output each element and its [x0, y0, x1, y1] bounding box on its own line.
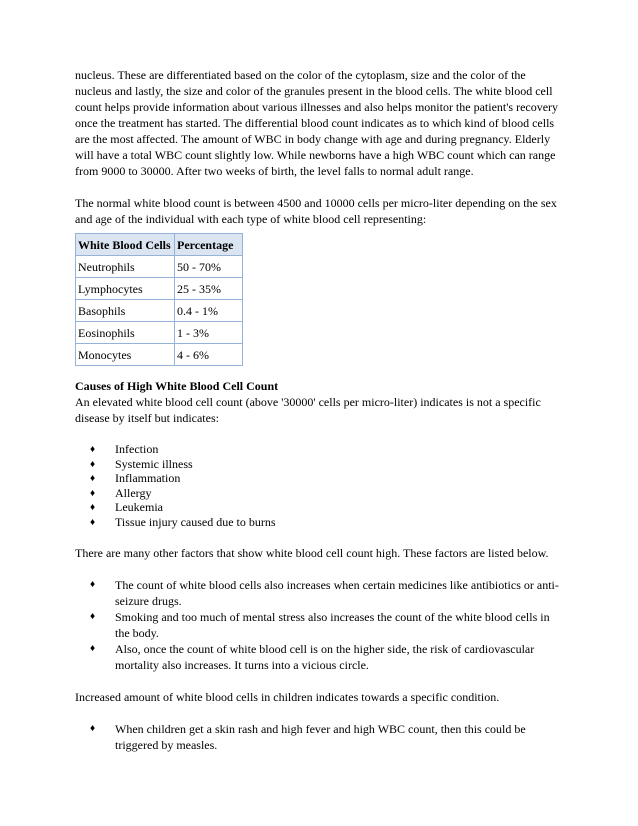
- list-item-text: Allergy: [115, 485, 152, 500]
- table-header-row: [76, 234, 243, 256]
- list-item: [75, 609, 565, 641]
- children-list: [75, 721, 565, 753]
- table-cell: Monocytes: [76, 344, 175, 366]
- list-item-text: Tissue injury caused due to burns: [115, 514, 276, 529]
- table-cell: Neutrophils: [76, 256, 175, 278]
- list-item-text: The count of white blood cells also increases when certain medicines like antibiotics or anti-seizure drugs.: [115, 578, 559, 608]
- section-heading: Causes of High White Blood Cell Count: [75, 379, 279, 393]
- bullet-icon: ♦: [90, 516, 96, 528]
- bullet-icon: ♦: [90, 444, 96, 455]
- list-item: [75, 641, 565, 673]
- list-item: [75, 577, 565, 609]
- list-item-text: Leukemia: [115, 500, 163, 514]
- list-item-text: Smoking and too much of mental stress also increases the count of the white blood cells in the body.: [115, 610, 550, 640]
- list-item: [75, 515, 565, 530]
- table-row: [76, 322, 243, 344]
- bullet-icon: ♦: [90, 643, 96, 654]
- bullet-icon: ♦: [90, 723, 96, 734]
- table-cell: 0.4 - 1%: [175, 300, 243, 322]
- bullet-icon: ♦: [90, 458, 96, 470]
- list-item-text: Also, once the count of white blood cell is on the higher side, the risk of cardiovascular mortality also increases. It turns into a vicious circle.: [115, 642, 535, 672]
- list-item: [75, 457, 565, 472]
- list-item: [75, 471, 565, 486]
- table-cell: 4 - 6%: [175, 344, 243, 366]
- causes-intro-paragraph: An elevated white blood cell count (above '30000' cells per micro-liter) indicates is not a specific disease by itself but indicates:: [75, 395, 541, 425]
- list-item: [75, 500, 565, 515]
- table-row: [76, 300, 243, 322]
- list-item: [75, 486, 565, 501]
- bullet-icon: ♦: [90, 502, 96, 513]
- table-cell: Basophils: [76, 300, 175, 322]
- list-item-text: When children get a skin rash and high fever and high WBC count, then this could be triggered by measles.: [115, 722, 526, 752]
- bullet-icon: ♦: [90, 579, 96, 590]
- children-intro-paragraph: Increased amount of white blood cells in children indicates towards a specific condition.: [75, 690, 500, 704]
- list-item-text: Inflammation: [115, 471, 181, 485]
- table-cell: 25 - 35%: [175, 278, 243, 300]
- wbc-percentage-table: [75, 233, 243, 366]
- factors-intro-paragraph: There are many other factors that show white blood cell count high. These factors are listed below.: [75, 546, 549, 560]
- list-item: [75, 721, 565, 753]
- normal-count-paragraph: The normal white blood count is between 4500 and 10000 cells per micro-liter depending on the sex and age of the individual with each type of white blood cell representing:: [75, 196, 557, 226]
- table-row: [76, 278, 243, 300]
- bullet-icon: ♦: [90, 473, 96, 484]
- list-item-text: Infection: [115, 442, 159, 456]
- factors-list: [75, 577, 565, 673]
- document-page: [75, 67, 565, 753]
- table-cell: 50 - 70%: [175, 256, 243, 278]
- table-header-cell: Percentage: [175, 234, 243, 256]
- table-cell: Lymphocytes: [76, 278, 175, 300]
- bullet-icon: ♦: [90, 611, 96, 622]
- causes-list: [75, 442, 565, 529]
- table-cell: 1 - 3%: [175, 322, 243, 344]
- table-row: [76, 256, 243, 278]
- table-header-cell: White Blood Cells: [76, 234, 175, 256]
- table-cell: Eosinophils: [76, 322, 175, 344]
- bullet-icon: ♦: [90, 487, 96, 499]
- list-item: [75, 442, 565, 457]
- table-row: [76, 344, 243, 366]
- intro-paragraph: nucleus. These are differentiated based on the color of the cytoplasm, size and the color of the nucleus and lastly, the size and color of the granules present in the blood cells. The white blood cell count helps provide information about various illnesses and also helps monitor the patient's recovery once the treatment has started. The differential blood count indicates as to which kind of blood cells are the most affected. The amount of WBC in body change with age and during pregnancy. Elderly will have a total WBC count slightly low. While newborns have a high WBC count which can range from 9000 to 30000. After two weeks of birth, the level falls to normal adult range.: [75, 68, 559, 178]
- list-item-text: Systemic illness: [115, 456, 193, 471]
